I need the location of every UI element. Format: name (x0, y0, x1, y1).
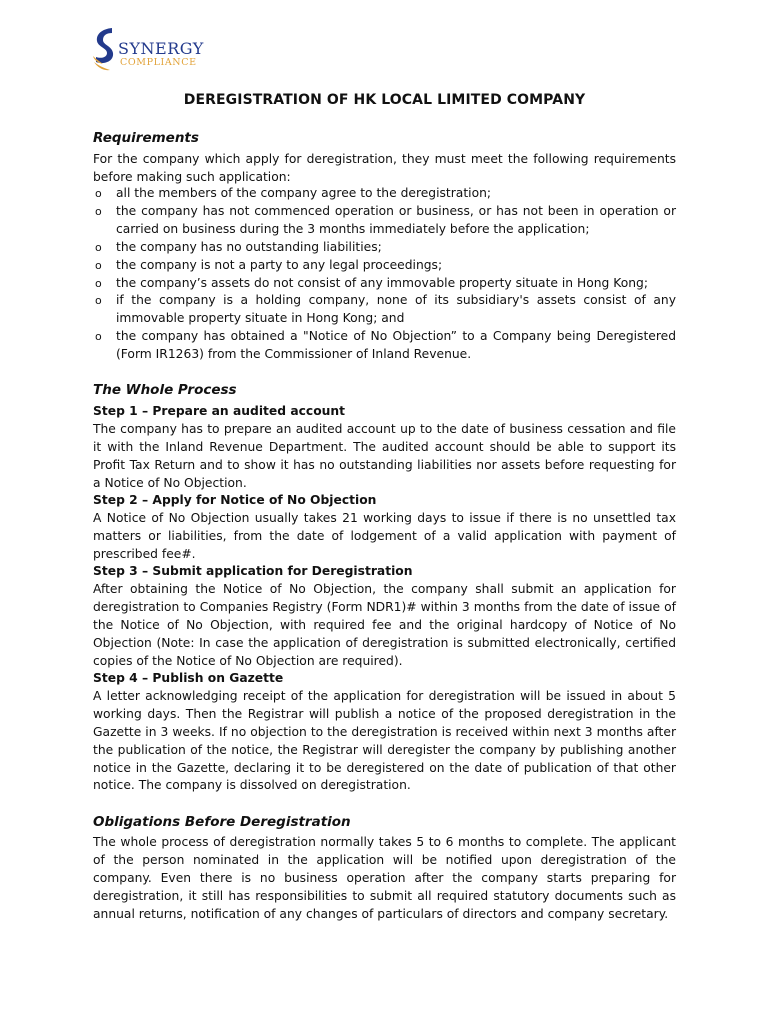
step-label: Step 4 – Publish on Gazette (93, 671, 284, 685)
logo-emblem-icon (92, 26, 116, 72)
step-4 (93, 670, 676, 795)
requirements-list (93, 185, 676, 364)
bullet-icon: o (95, 204, 102, 218)
step-body: A Notice of No Objection usually takes 21 working days to issue if there is no unsettled tax matters or liabilities, from the date of lodgement of a valid application with payment of prescribed fee#. (93, 510, 676, 561)
bullet-icon: o (95, 294, 102, 308)
requirements-heading: Requirements (93, 130, 199, 146)
step-body: After obtaining the Notice of No Objection, the company shall submit an application for deregistration to Companies Registry (Form NDR1)# within 3 months from the date of issue of the Notice of No Objection, with required fee and the original hardcopy of Notice of No Objection (Note: In case the application of deregistration is submitted electronically, certified copies of the Notice of No Objection are required). (93, 581, 676, 668)
requirement-text: the company is not a party to any legal proceedings; (116, 257, 443, 272)
bullet-icon: o (95, 330, 102, 344)
bullet-icon: o (95, 276, 102, 290)
list-item (93, 292, 676, 328)
list-item (93, 275, 676, 293)
list-item (93, 239, 676, 257)
process-heading: The Whole Process (93, 382, 237, 398)
requirement-text: the company has no outstanding liabilities; (116, 239, 382, 254)
bullet-icon: o (95, 187, 102, 200)
step-2 (93, 492, 676, 564)
logo-name: SYNERGY (118, 39, 204, 58)
document-title: DEREGISTRATION OF HK LOCAL LIMITED COMPANY (183, 92, 586, 108)
requirement-text: the company has obtained a "Notice of No Objection” to a Company being Deregistered (Form IR1263) from the Commissioner of Inland Revenue. (116, 329, 676, 362)
step-label: Step 2 – Apply for Notice of No Objection (93, 493, 377, 507)
bullet-icon: o (95, 240, 102, 254)
list-item (93, 203, 676, 239)
step-body: The company has to prepare an audited account up to the date of business cessation and file it with the Inland Revenue Department. The audited account should be able to support its Profit Tax Return and to show it has no outstanding liabilities nor assets before requesting for a Notice of No Objection. (93, 421, 676, 490)
step-1 (93, 403, 676, 493)
list-item (93, 257, 676, 275)
step-label: Step 3 – Submit application for Deregistration (93, 564, 413, 578)
requirement-text: the company’s assets do not consist of any immovable property situate in Hong Kong; (116, 275, 648, 290)
bullet-icon: o (95, 258, 102, 272)
logo-subtitle: COMPLIANCE (120, 57, 197, 68)
obligations-heading: Obligations Before Deregistration (93, 814, 351, 830)
step-body: A letter acknowledging receipt of the application for deregistration will be issued in about 5 working days. Then the Registrar will publish a notice of the proposed deregistration in the Gazette in 3 weeks. If no objection to the deregistration is received within next 3 months after the publication of the notice, the Registrar will deregister the company by publishing another notice in the Gazette, declaring it to be deregistered on the date of publication of that other notice. The company is dissolved on deregistration. (93, 688, 676, 793)
step-3 (93, 563, 676, 670)
requirement-text: all the members of the company agree to the deregistration; (116, 186, 492, 200)
requirements-intro: For the company which apply for deregistration, they must meet the following requirements before making such application: (93, 152, 676, 184)
synergy-compliance-logo (92, 26, 242, 72)
obligations-body: The whole process of deregistration normally takes 5 to 6 months to complete. The applicant of the person nominated in the application will be notified upon deregistration of the company. Even there is no business operation after the company starts preparing for deregistration, it still has responsibilities to submit all required statutory documents such as annual returns, notification of any changes of particulars of directors and company secretary. (93, 835, 676, 921)
list-item (93, 328, 676, 364)
step-label: Step 1 – Prepare an audited account (93, 404, 346, 418)
requirement-text: if the company is a holding company, none of its subsidiary's assets consist of any immovable property situate in Hong Kong; and (116, 293, 676, 326)
requirement-text: the company has not commenced operation or business, or has not been in operation or carried on business during the 3 months immediately before the application; (116, 203, 676, 236)
list-item (93, 185, 676, 203)
